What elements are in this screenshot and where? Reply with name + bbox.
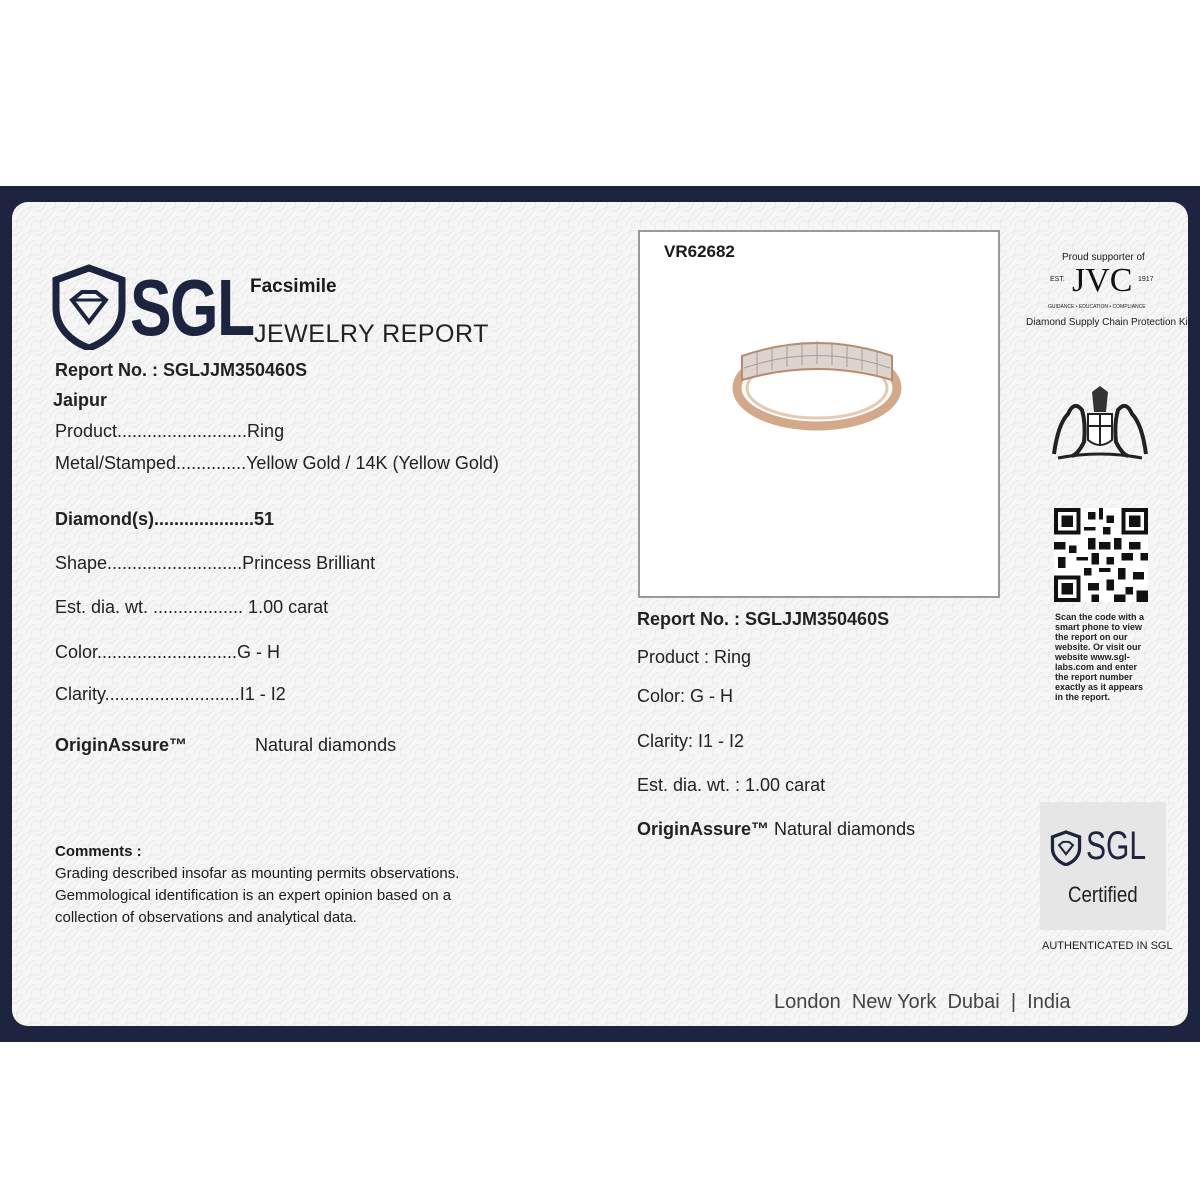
jvc-logo: JVC xyxy=(1072,262,1133,299)
certified-brand: SGL xyxy=(1086,824,1147,868)
report-title: JEWELRY REPORT xyxy=(254,320,489,348)
office-locations: London New York Dubai | India xyxy=(774,991,1071,1013)
jvc-kit-label: Diamond Supply Chain Protection Kit xyxy=(1026,317,1191,328)
authenticated-label: AUTHENTICATED IN SGL xyxy=(1042,940,1173,952)
metal-row: Metal/Stamped..............Yellow Gold / 14K (Yellow Gold) xyxy=(55,453,499,473)
product-row: Product..........................Ring xyxy=(55,421,285,441)
right-color: Color: G - H xyxy=(637,686,734,706)
right-clarity: Clarity: I1 - I2 xyxy=(637,731,745,751)
certified-shield-icon xyxy=(1050,830,1082,866)
right-est-weight: Est. dia. wt. : 1.00 carat xyxy=(637,775,826,795)
jvc-est-label: EST. xyxy=(1050,276,1065,283)
comments-line-3: collection of observations and analytical data. xyxy=(55,909,357,926)
right-product: Product : Ring xyxy=(637,647,752,667)
est-weight-row: Est. dia. wt. .................. 1.00 carat xyxy=(55,597,329,617)
coat-of-arms-icon xyxy=(1044,384,1156,466)
diamonds-row: Diamond(s)....................51 xyxy=(55,509,275,529)
sgl-logo-text: SGL xyxy=(130,263,254,352)
color-row: Color............................G - H xyxy=(55,642,281,662)
jvc-year-label: 1917 xyxy=(1138,276,1154,283)
right-report-number: Report No. : SGLJJM350460S xyxy=(637,609,890,629)
location: Jaipur xyxy=(53,390,108,410)
right-origin-value: Natural diamonds xyxy=(774,819,916,839)
jvc-tagline: GUIDANCE • EDUCATION • COMPLIANCE xyxy=(1048,304,1146,310)
photo-code: VR62682 xyxy=(664,242,735,261)
origin-value: Natural diamonds xyxy=(255,735,397,755)
jvc-supporter-label: Proud supporter of xyxy=(1062,252,1145,263)
certified-label: Certified xyxy=(1068,882,1138,907)
right-origin-label: OriginAssure™ xyxy=(637,819,770,839)
ring-image xyxy=(732,328,902,438)
sgl-certified-badge xyxy=(1040,802,1166,930)
clarity-row: Clarity...........................I1 - I2 xyxy=(55,684,286,704)
comments-label: Comments : xyxy=(55,843,142,860)
comments-line-2: Gemmological identification is an expert opinion based on a xyxy=(55,887,452,904)
shape-row: Shape...........................Princess Brilliant xyxy=(55,553,376,573)
facsimile-label: Facsimile xyxy=(250,276,337,297)
sgl-shield-icon xyxy=(50,264,128,350)
qr-code[interactable] xyxy=(1054,508,1148,602)
origin-label: OriginAssure™ xyxy=(55,735,188,755)
comments-line-1: Grading described insofar as mounting permits observations. xyxy=(55,865,460,882)
ring-photo-frame xyxy=(638,230,1000,598)
qr-instructions: Scan the code with a smart phone to view the report on our website. Or visit our website www.sgl-labs.com and enter the report number exactly as it appears in the report. xyxy=(1055,612,1145,702)
report-number: Report No. : SGLJJM350460S xyxy=(55,360,308,380)
